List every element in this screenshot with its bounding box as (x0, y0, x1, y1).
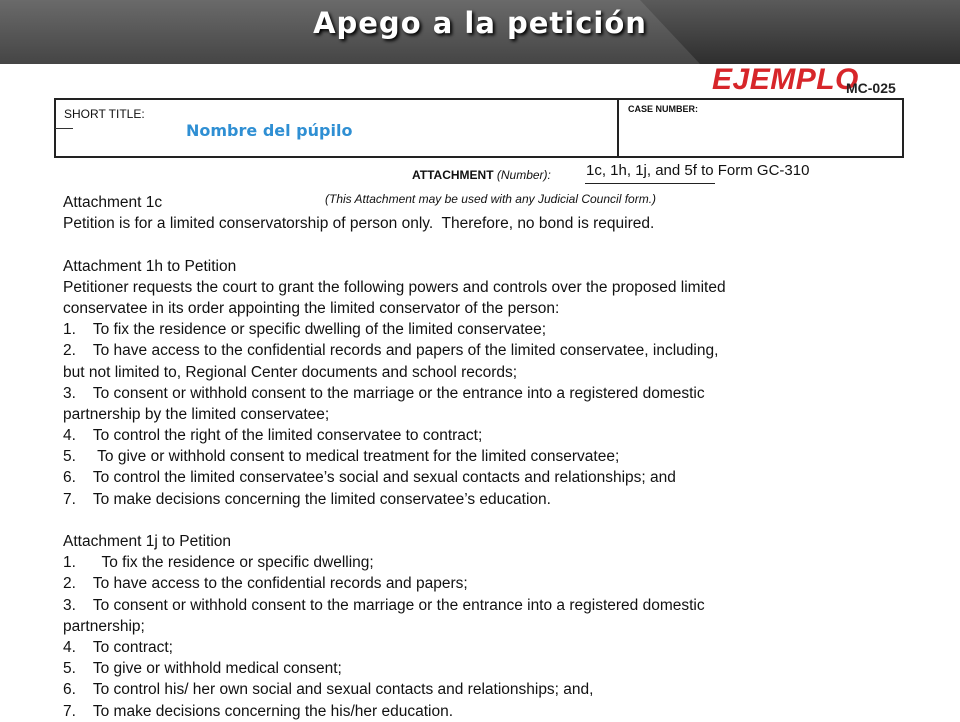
body-line: 5. To give or withhold medical consent; (63, 660, 342, 678)
body-line: conservatee in its order appointing the limited conservator of the person: (63, 299, 560, 317)
body-line: 5. To give or withhold consent to medical treatment for the limited conservatee; (63, 448, 620, 466)
form-number: MC-025 (846, 80, 896, 96)
attachment-label (412, 168, 551, 182)
header-divider (617, 98, 619, 158)
short-title-dash (55, 128, 73, 129)
form-header-box (54, 98, 904, 158)
body-line: Petitioner requests the court to grant the following powers and controls over the proposed limited (63, 278, 726, 296)
body-line: Attachment 1h to Petition (63, 257, 237, 275)
body-line: 4. To control the right of the limited conservatee to contract; (63, 427, 483, 445)
short-title-label: SHORT TITLE: (64, 107, 145, 121)
body-line: 4. To contract; (63, 638, 173, 656)
attachment-underline (585, 183, 715, 184)
attachment-body (63, 192, 923, 722)
attachment-label-number: (Number): (493, 168, 551, 182)
body-line: 6. To control the limited conservatee’s social and sexual contacts and relationships; and (63, 469, 676, 487)
body-line: Attachment 1c (63, 194, 163, 211)
body-line: partnership by the limited conservatee; (63, 405, 330, 423)
body-line: 1. To fix the residence or specific dwelling of the limited conservatee; (63, 321, 547, 339)
body-line: 7. To make decisions concerning the his/her education. (63, 702, 454, 720)
body-line: 2. To have access to the confidential records and papers; (63, 575, 468, 593)
attachment-number-value: 1c, 1h, 1j, and 5f to Form GC-310 (586, 162, 810, 179)
body-line (63, 510, 923, 531)
case-number-label: CASE NUMBER: (628, 104, 699, 114)
body-line: Attachment 1j to Petition (63, 533, 232, 550)
body-line: Petition is for a limited conservatorship of person only. Therefore, no bond is required. (63, 215, 655, 233)
slide-title-bar (0, 0, 960, 64)
attachment-label-bold: ATTACHMENT (412, 168, 494, 182)
body-line: 3. To consent or withhold consent to the marriage or the entrance into a registered domestic (63, 384, 705, 402)
body-line: 3. To consent or withhold consent to the marriage or the entrance into a registered domestic (63, 596, 705, 614)
body-line: 6. To control his/ her own social and sexual contacts and relationships; and, (63, 681, 594, 699)
example-watermark: EJEMPLO (712, 63, 859, 96)
body-line: 2. To have access to the confidential records and papers of the limited conservatee, including, (63, 342, 719, 360)
ward-name-field: Nombre del púpilo (186, 121, 353, 140)
body-line: 7. To make decisions concerning the limited conservatee’s education. (63, 490, 551, 508)
attachment-note: (This Attachment may be used with any Judicial Council form.) (325, 192, 657, 206)
body-line: partnership; (63, 617, 145, 635)
body-line: 1. To fix the residence or specific dwelling; (63, 554, 374, 572)
body-line: but not limited to, Regional Center documents and school records; (63, 363, 518, 381)
slide-title: Apego a la petición (313, 6, 647, 40)
body-line (63, 234, 923, 255)
